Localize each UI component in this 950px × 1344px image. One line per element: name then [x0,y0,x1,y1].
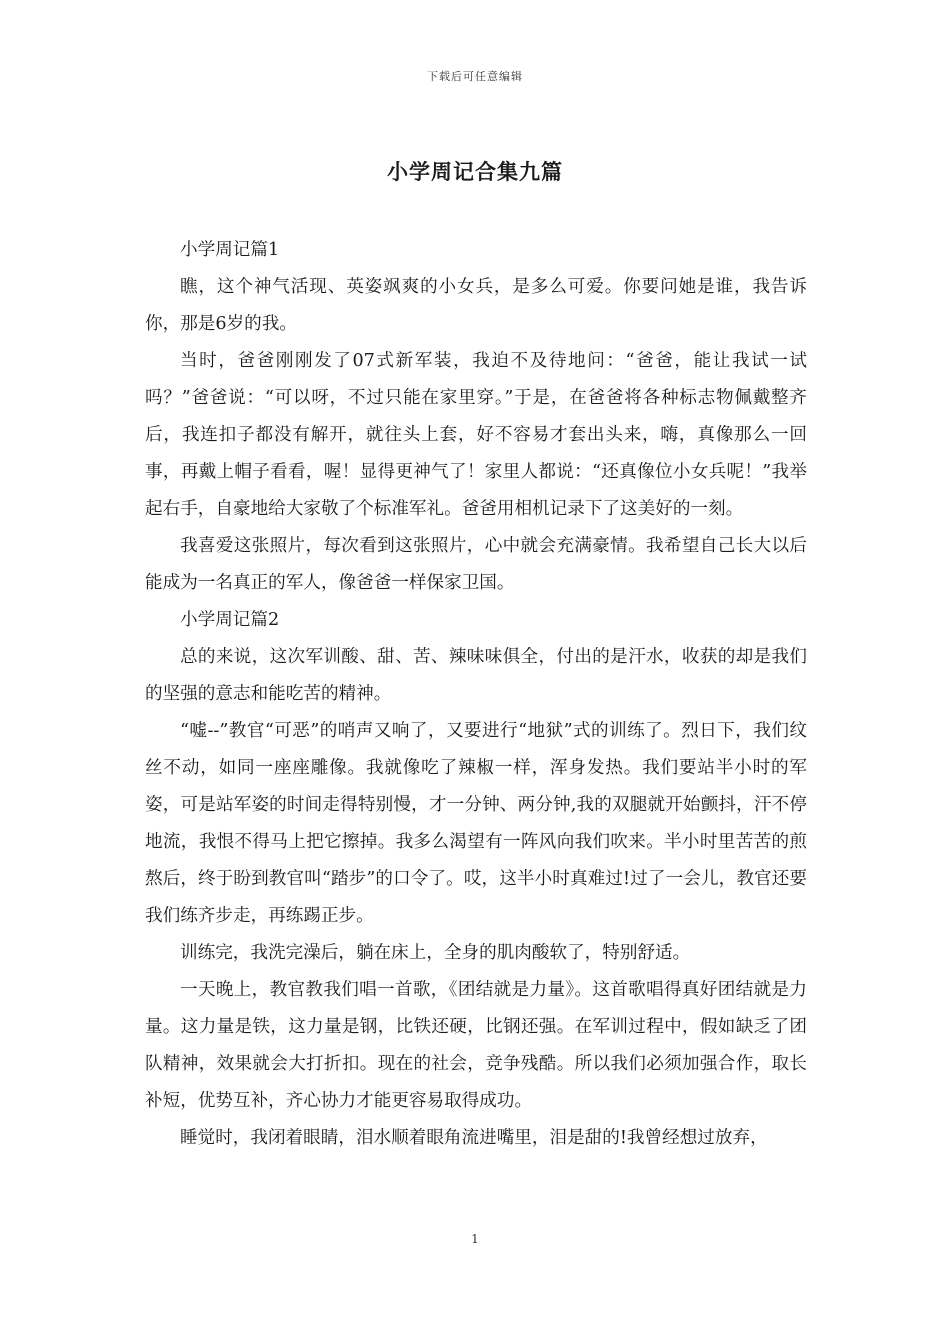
body-paragraph: 训练完，我洗完澡后，躺在床上，全身的肌肉酸软了，特别舒适。 [180,943,691,963]
body-paragraph: 总的来说，这次军训酸、甜、苦、辣味味俱全，付出的是汗水，收获的却是我们的坚强的意志和能吃苦的精神。 [145,647,807,704]
body-paragraph: 我喜爱这张照片，每次看到这张照片，心中就会充满豪情。我希望自己长大以后能成为一名真正的军人，像爸爸一样保家卫国。 [145,536,807,593]
body-paragraph: “嘘--”教官“可恶”的哨声又响了，又要进行“地狱”式的训练了。烈日下，我们纹丝不动，如同一座座雕像。我就像吃了辣椒一样，浑身发热。我们要站半小时的军姿，可是站军姿的时间走得特别慢，才一分钟、两分钟,我的双腿就开始颤抖，汗不停地流，我恨不得马上把它擦掉。我多么渴望有一阵风向我们吹来。半小时里苦苦的煎熬后，终于盼到教官叫“踏步”的口令了。哎，这半小时真难过!过了一会儿，教官还要我们练齐步走，再练踢正步。 [145,721,807,926]
page-number: 1 [471,1232,479,1246]
section-heading-2: 小学周记篇2 [180,610,280,630]
body-paragraph: 瞧，这个神气活现、英姿飒爽的小女兵，是多么可爱。你要问她是谁，我告诉你，那是6岁的我。 [145,277,807,334]
body-paragraph: 一天晚上，教官教我们唱一首歌，《团结就是力量》。这首歌唱得真好团结就是力量。这力量是铁，这力量是钢，比铁还硬，比钢还强。在军训过程中，假如缺乏了团队精神，效果就会大打折扣。现在的社会，竞争残酷。所以我们必须加强合作，取长补短，优势互补，齐心协力才能更容易取得成功。 [145,980,807,1111]
body-paragraph: 睡觉时，我闭着眼睛，泪水顺着眼角流进嘴里，泪是甜的!我曾经想过放弃， [180,1128,768,1148]
section-heading-1: 小学周记篇1 [180,240,280,260]
document-body [145,232,807,1157]
body-paragraph: 当时，爸爸刚刚发了07式新军装，我迫不及待地问：“爸爸，能让我试一试吗？”爸爸说：“可以呀，不过只能在家里穿。”于是，在爸爸将各种标志物佩戴整齐后，我连扣子都没有解开，就往头上套，好不容易才套出头来，嗨，真像那么一回事，再戴上帽子看看，喔！显得更神气了！家里人都说：“还真像位小女兵呢！”我举起右手，自豪地给大家敬了个标准军礼。爸爸用相机记录下了这美好的一刻。 [145,351,807,519]
document-title: 小学周记合集九篇 [387,159,563,184]
header-note: 下载后可任意编辑 [427,70,523,83]
